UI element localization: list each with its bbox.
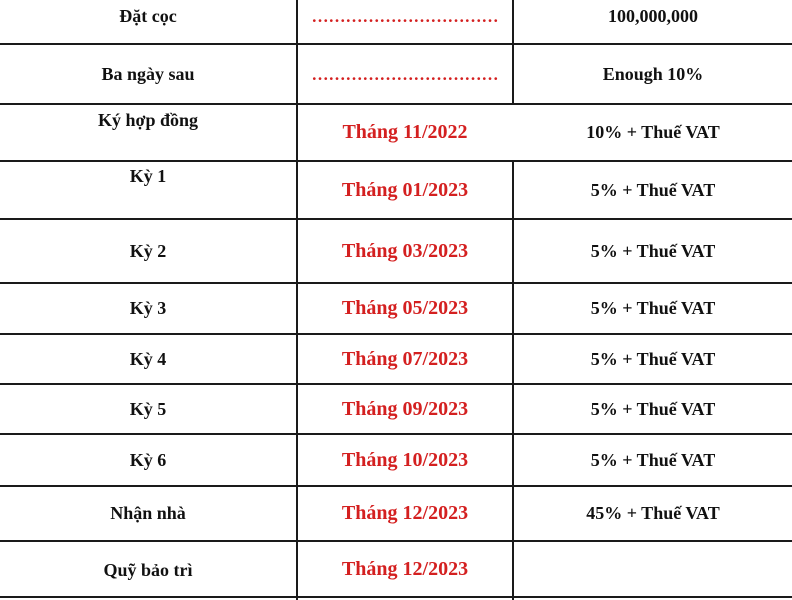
row-label: Ký hợp đồng bbox=[97, 109, 198, 130]
row-amount: 5% + Thuế VAT bbox=[590, 348, 716, 369]
row-amount: 10% + Thuế VAT bbox=[586, 122, 720, 142]
row-date: Tháng 05/2023 bbox=[341, 297, 469, 319]
row-date: Tháng 10/2023 bbox=[341, 448, 469, 471]
row-amount: 100,000,000 bbox=[608, 5, 698, 26]
row-label: Kỳ 4 bbox=[129, 348, 167, 369]
row-date: Tháng 01/2023 bbox=[341, 178, 469, 201]
row-label: Kỳ 1 bbox=[129, 165, 167, 186]
row-amount: 5% + Thuế VAT bbox=[590, 398, 716, 419]
row-date: Tháng 03/2023 bbox=[341, 239, 469, 262]
row-label: Quỹ bảo trì bbox=[103, 559, 193, 580]
row-amount: 5% + Thuế VAT bbox=[590, 298, 716, 318]
row-date: Tháng 09/2023 bbox=[341, 397, 469, 420]
row-date-placeholder: …………………………… bbox=[311, 65, 499, 84]
row-amount: 45% + Thuế VAT bbox=[586, 503, 720, 523]
row-date: Tháng 11/2022 bbox=[342, 121, 468, 143]
row-date: Tháng 07/2023 bbox=[341, 347, 469, 370]
row-date: Tháng 12/2023 bbox=[341, 557, 469, 580]
row-label: Kỳ 5 bbox=[129, 398, 167, 419]
row-amount: 5% + Thuế VAT bbox=[590, 240, 716, 261]
row-label: Đặt cọc bbox=[119, 5, 177, 26]
row-date-placeholder: …………………………… bbox=[311, 7, 499, 26]
row-amount: 5% + Thuế VAT bbox=[590, 179, 716, 200]
row-date: Tháng 12/2023 bbox=[341, 502, 469, 524]
row-label: Ba ngày sau bbox=[101, 63, 195, 84]
row-label: Kỳ 6 bbox=[129, 449, 167, 470]
row-label: Kỳ 3 bbox=[129, 298, 167, 318]
row-amount: Enough 10% bbox=[602, 63, 704, 84]
row-label: Kỳ 2 bbox=[129, 240, 167, 261]
row-label: Nhận nhà bbox=[110, 503, 186, 523]
row-amount: 5% + Thuế VAT bbox=[590, 449, 716, 470]
row-amount bbox=[514, 542, 792, 596]
